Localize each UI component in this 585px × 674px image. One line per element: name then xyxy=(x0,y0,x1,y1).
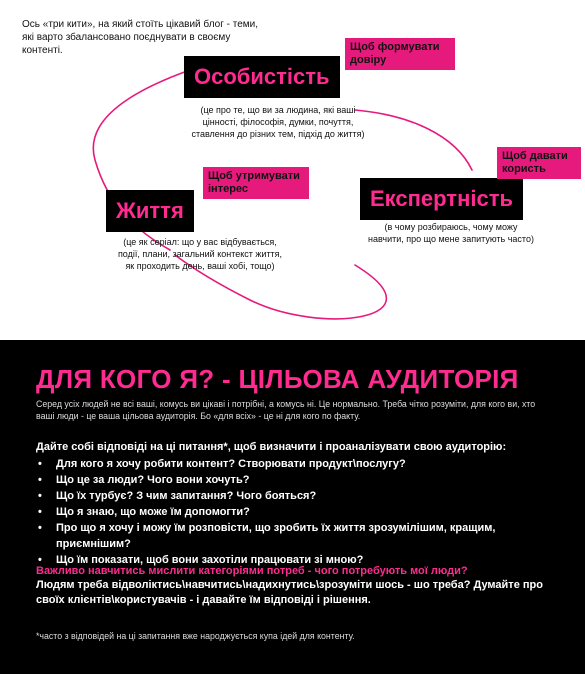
important-note: Важливо навчитись мислити категоріями потреб - чого потребують мої люди? xyxy=(36,565,468,577)
question-item: • Що я знаю, що може їм допомогти? xyxy=(36,504,556,520)
needs-paragraph: Людям треба відволіктись\навчитись\надихнутись\зрозуміти шось - шо треба? Думайте про своїх клієнтів\користувачів - і давайте їм відповіді і рішення. xyxy=(36,579,543,606)
question-item: • Що це за люди? Чого вони хочуть? xyxy=(36,472,556,488)
question-item: • Що їм показати, щоб вони захотіли працювати зі мною? xyxy=(36,552,556,568)
pillar-tag-expertise: Щоб давати користь xyxy=(497,147,581,179)
question-item: • Що їх турбує? З чим запитання? Чого бояться? xyxy=(36,488,556,504)
target-audience-section xyxy=(0,340,585,674)
question-item: • Для кого я хочу робити контент? Створювати продукт\послугу? xyxy=(36,456,556,472)
pillar-title-expertise: Експертність xyxy=(360,178,523,220)
section-title: ДЛЯ КОГО Я? - ЦІЛЬОВА АУДИТОРІЯ xyxy=(36,364,519,394)
pillar-title-personality: Особистість xyxy=(184,56,340,98)
pillar-desc-expertise: (в чому розбираюсь, чому можу навчити, про що мене запитують часто) xyxy=(368,222,534,244)
questions-lead: Дайте собі відповіді на ці питання*, щоб визначити і проаналізувати свою аудиторію: xyxy=(36,441,507,453)
pillar-tag-personality: Щоб формувати довіру xyxy=(345,38,455,70)
footnote: *часто з відповідей на ці запитання вже народжується купа ідей для контенту. xyxy=(36,631,355,641)
pillar-tag-life: Щоб утримувати інтерес xyxy=(203,167,309,199)
intro-text: Ось «три кити», на який стоїть цікавий блог - теми, які варто збалансовано поєднувати в своєму контенті. xyxy=(22,19,259,56)
pillar-desc-life: (це як серіал: що у вас відбувається, події, плани, загальний контекст життя, як проходить день, ваші хобі, тощо) xyxy=(117,237,283,271)
question-item: • Про що я хочу і можу їм розповісти, що зробить їх життя зрозумілішим, кращим, приємнішим? xyxy=(36,520,556,552)
section-subtitle: Серед усіх людей не всі ваші, комусь ви цікаві і потрібні, а комусь ні. Це нормально. Треба чітко розуміти, для кого ви, хто ваші люди - це ваша цільова аудиторія. Бо «для всіх» - це ні для кого по факту. xyxy=(36,399,536,421)
pillar-title-life: Життя xyxy=(106,190,194,232)
pillar-desc-personality: (це про те, що ви за людина, які ваші цінності, філософія, думки, почуття, ставлення до різних тем, підхід до життя) xyxy=(191,105,365,139)
questions-list xyxy=(36,456,556,568)
